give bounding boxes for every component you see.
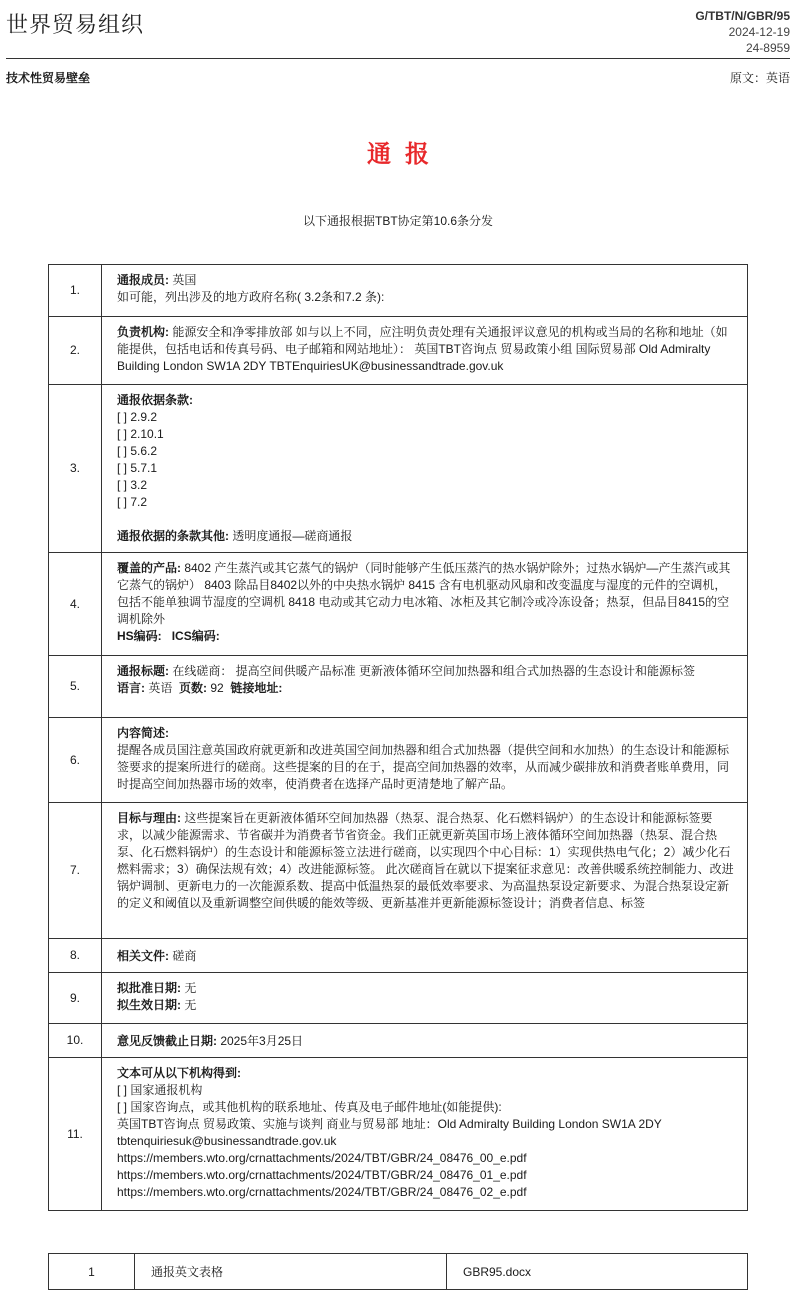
- table-row: [49, 973, 748, 1024]
- original-language: 原文：英语: [729, 71, 790, 85]
- row-content: [102, 385, 748, 553]
- table-row: [49, 1254, 748, 1290]
- list-item: [ ] 5.7.1: [117, 461, 158, 475]
- attachment-link[interactable]: https://members.wto.org/crnattachments/2024/TBT/GBR/24_08476_01_e.pdf: [117, 1168, 527, 1182]
- field-label: 目标与理由:: [117, 811, 181, 825]
- notification-table: [48, 264, 748, 1211]
- list-item: [ ] 国家咨询点，或其他机构的联系地址、传真及电子邮件地址(如能提供):: [117, 1100, 502, 1114]
- row-content: [102, 1058, 748, 1211]
- field-value: 英语: [145, 681, 173, 695]
- attachment-table: [48, 1253, 748, 1290]
- list-item: [ ] 2.9.2: [117, 410, 158, 424]
- notification-title: 通报: [367, 141, 443, 168]
- table-row: [49, 939, 748, 973]
- field-label: 语言:: [117, 681, 145, 695]
- field-label: 通报标题:: [117, 664, 169, 678]
- field-label: 意见反馈截止日期:: [117, 1033, 217, 1048]
- field-value: 透明度通报—磋商通报: [229, 529, 353, 543]
- row-number: 9.: [49, 973, 102, 1024]
- row-content: [102, 1024, 748, 1058]
- field-label: 通报成员:: [117, 273, 169, 287]
- list-item: [ ] 3.2: [117, 478, 148, 492]
- field-label: 链接地址:: [230, 681, 283, 695]
- table-row: [49, 553, 748, 656]
- field-value: 英国: [169, 273, 197, 287]
- document-number: 24-8959: [745, 41, 790, 55]
- field-label: 内容简述:: [117, 726, 169, 740]
- field-label: 页数:: [179, 681, 208, 695]
- contact-address: 英国TBT咨询点 贸易政策、实施与谈判 商业与贸易部 地址：Old Admiralty Building London SW1A 2DY tbtenquiriesuk@businessandtrade.gov.uk: [117, 1117, 662, 1148]
- table-row: [49, 656, 748, 718]
- row-number: 1.: [49, 265, 102, 317]
- field-value: 无: [181, 998, 197, 1012]
- attachment-name: 通报英文表格: [135, 1254, 447, 1290]
- row-content: [102, 939, 748, 973]
- committee-name: 技术性贸易壁垒: [6, 71, 91, 85]
- list-item: [ ] 国家通报机构: [117, 1083, 203, 1097]
- field-label: 通报依据的条款其他:: [117, 529, 229, 543]
- row-content: [102, 265, 748, 317]
- field-label: 拟批准日期:: [117, 981, 181, 995]
- row-number: 11.: [49, 1058, 102, 1211]
- header-divider: [6, 58, 790, 59]
- document-date: 2024-12-19: [728, 25, 790, 39]
- table-row: [49, 265, 748, 317]
- list-item: [ ] 7.2: [117, 495, 148, 509]
- field-value: 提醒各成员国注意英国政府就更新和改进英国空间加热器和组合式加热器（提供空间和水加热）的生态设计和能源标签要求的提案所进行的磋商。这些提案的目的在于，提高空间加热器的效率，从而减少碳排放和消费者账单费用，同时提高空间加热器市场的效率，使消费者在选择产品时更清楚地了解产品。: [117, 743, 730, 791]
- field-label: 负责机构:: [117, 325, 169, 339]
- row-content: [102, 656, 748, 718]
- row-content: [102, 803, 748, 939]
- field-value: 92: [207, 681, 224, 695]
- row-content: [102, 973, 748, 1024]
- table-row: [49, 1058, 748, 1211]
- table-row: [49, 1024, 748, 1058]
- row-content: [102, 317, 748, 385]
- field-value: 在线磋商： 提高空间供暖产品标准 更新液体循环空间加热器和组合式加热器的生态设计和能源标签: [169, 664, 696, 678]
- attachment-number: 1: [49, 1254, 135, 1290]
- table-row: [49, 317, 748, 385]
- row-content: [102, 553, 748, 656]
- table-row: [49, 803, 748, 939]
- field-value: 2025年3月25日: [217, 1033, 304, 1048]
- field-label: 覆盖的产品:: [117, 561, 181, 575]
- row-content: [102, 718, 748, 803]
- field-label: ICS编码:: [171, 629, 220, 643]
- field-label: HS编码:: [117, 629, 162, 643]
- attachment-link[interactable]: https://members.wto.org/crnattachments/2024/TBT/GBR/24_08476_00_e.pdf: [117, 1151, 527, 1165]
- field-value: 无: [181, 981, 197, 995]
- row-number: 6.: [49, 718, 102, 803]
- row-number: 7.: [49, 803, 102, 939]
- table-row: [49, 718, 748, 803]
- row-number: 10.: [49, 1024, 102, 1058]
- field-value: 8402 产生蒸汽或其它蒸气的锅炉（同时能够产生低压蒸汽的热水锅炉除外；过热水锅炉—产生蒸汽或其它蒸气的锅炉） 8403 除品目8402以外的中央热水锅炉 8415 含有电机驱动风扇和改变温度与湿度的元件的空调机， 包括不能单独调节湿度的空调机 8418 电动或其它动力电冰箱、冰柜及其它制冷或冷冻设备；热泵，但品目8415的空调机除外: [117, 561, 731, 626]
- field-label: 通报依据条款:: [117, 393, 193, 407]
- list-item: [ ] 2.10.1: [117, 427, 164, 441]
- document-reference: [695, 8, 790, 56]
- field-text: 如可能，列出涉及的地方政府名称( 3.2条和7.2 条):: [117, 290, 385, 304]
- attachment-file-link[interactable]: GBR95.docx: [447, 1254, 748, 1290]
- field-label: 拟生效日期:: [117, 998, 181, 1012]
- row-number: 4.: [49, 553, 102, 656]
- distribution-note: 以下通报根据TBT协定第10.6条分发: [302, 214, 494, 228]
- table-row: [49, 385, 748, 553]
- attachment-link[interactable]: https://members.wto.org/crnattachments/2024/TBT/GBR/24_08476_02_e.pdf: [117, 1185, 527, 1199]
- row-number: 5.: [49, 656, 102, 718]
- field-value: 这些提案旨在更新液体循环空间加热器（热泵、混合热泵、化石燃料锅炉）的生态设计和能源标签要求，以减少能源需求、节省碳并为消费者节省资金。我们正就更新英国市场上液体循环空间加热器（热泵、混合热泵、化石燃料锅炉）的生态设计和能源标签立法进行磋商，以实现四个中心目标：1）实现供热电气化；2）减少化石燃料需求；3）确保法规有效；4）改进能源标签。 此次磋商旨在就以下提案征求意见：改善供暖系统控制能力、改进锅炉调制、更新电力的一次能源系数、提高中低温热泵的最低效率要求、为高温热泵设定新要求、为混合热泵设定新的定义和阈值以及重新调整空间供暖的能效等级、更新基准并更新能源标签设计；消费者信息、标签: [117, 811, 734, 910]
- field-label: 相关文件:: [117, 948, 169, 963]
- list-item: [ ] 5.6.2: [117, 444, 158, 458]
- field-value: 能源安全和净零排放部 如与以上不同，应注明负责处理有关通报评议意见的机构或当局的名称和地址（如能提供，包括电话和传真号码、电子邮箱和网站地址）： 英国TBT咨询点 贸易政策小组 国际贸易部 Old Admiralty Building London SW1A 2DY TBTEnquiriesUK@businessandtrade.gov.uk: [117, 325, 728, 373]
- document-symbol: G/TBT/N/GBR/95: [695, 9, 790, 23]
- row-number: 2.: [49, 317, 102, 385]
- row-number: 3.: [49, 385, 102, 553]
- field-value: 磋商: [169, 948, 197, 963]
- org-title: 世界贸易组织: [6, 12, 145, 37]
- row-number: 8.: [49, 939, 102, 973]
- field-label: 文本可从以下机构得到:: [117, 1066, 241, 1080]
